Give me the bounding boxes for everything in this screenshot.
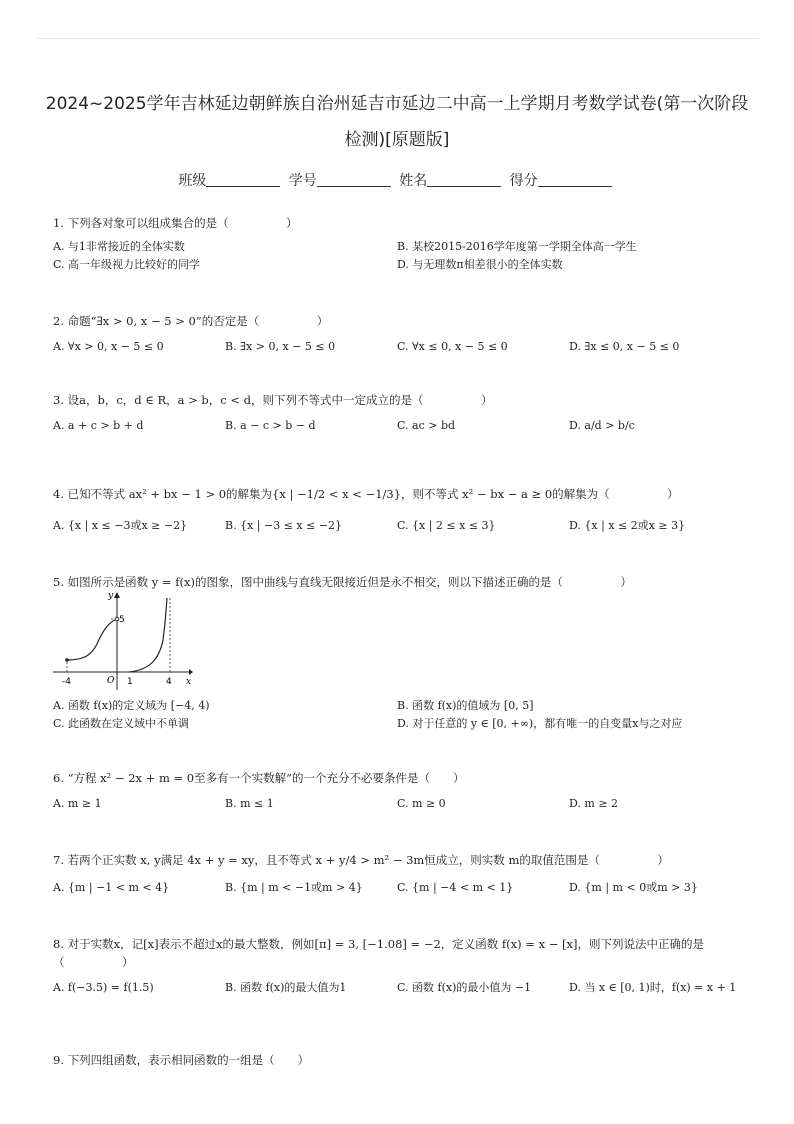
option-c[interactable]: C. {m | −4 < m < 1} — [397, 881, 514, 894]
question-stem: 3. 设a，b，c，d ∈ R，a > b，c < d，则下列不等式中一定成立的是（ ） — [53, 393, 493, 407]
question-9 — [53, 1051, 754, 1069]
tick-neg4: -4 — [62, 677, 71, 687]
curve-right — [129, 598, 167, 672]
option-b[interactable]: B. a − c > b − d — [225, 419, 316, 432]
score-label: 得分 — [509, 173, 538, 189]
option-b[interactable]: B. 函数 f(x)的最大值为1 — [225, 981, 347, 994]
option-d[interactable]: D. 当 x ∈ [0, 1)时，f(x) = x + 1 — [569, 981, 737, 994]
name-label: 姓名 — [399, 173, 428, 189]
question-stem: 7. 若两个正实数 x, y满足 4x + y = xy，且不等式 x + y/4 > m² − 3m恒成立，则实数 m的取值范围是（ ） — [53, 853, 669, 867]
question-stem: 5. 如图所示是函数 y = f(x)的图象，图中曲线与直线无限接近但是永不相交，则以下描述正确的是（ ） — [53, 575, 632, 589]
x-axis-arrow — [189, 669, 193, 675]
curve-left — [67, 619, 117, 660]
option-b[interactable]: B. {x | −3 ≤ x ≤ −2} — [225, 519, 343, 532]
id-label: 学号 — [288, 173, 317, 189]
name-blank[interactable] — [427, 172, 501, 187]
option-c[interactable]: C. ∀x ≤ 0, x − 5 ≤ 0 — [397, 340, 508, 353]
question-5-options — [53, 697, 754, 737]
question-2 — [53, 312, 754, 358]
option-a[interactable]: A. 函数 f(x)的定义域为 [−4, 4) — [53, 699, 210, 712]
option-b[interactable]: B. m ≤ 1 — [225, 797, 274, 810]
question-stem: 4. 已知不等式 ax² + bx − 1 > 0的解集为{x | −1/2 < x < −1/3}，则不等式 x² − bx − a ≥ 0的解集为（ ） — [53, 487, 679, 501]
question-stem: 1. 下列各对象可以组成集合的是（ ） — [53, 216, 298, 230]
option-b[interactable]: B. {m | m < −1或m > 4} — [225, 881, 363, 894]
option-d[interactable]: D. m ≥ 2 — [569, 797, 619, 810]
class-blank[interactable] — [206, 172, 280, 187]
option-c[interactable]: C. 此函数在定义域中不单调 — [53, 717, 190, 730]
option-a[interactable]: A. ∀x > 0, x − 5 ≤ 0 — [53, 340, 164, 353]
id-blank[interactable] — [317, 172, 391, 187]
question-3 — [53, 391, 754, 437]
option-a[interactable]: A. f(−3.5) = f(1.5) — [53, 981, 154, 994]
score-blank[interactable] — [538, 172, 612, 187]
option-d[interactable]: D. a/d > b/c — [569, 419, 635, 432]
option-c[interactable]: C. m ≥ 0 — [397, 797, 446, 810]
option-d[interactable]: D. 对于任意的 y ∈ [0, +∞)，都有唯一的自变量x与之对应 — [397, 717, 683, 730]
question-stem: 6. “方程 x² − 2x + m = 0至多有一个实数解”的一个充分不必要条件是（ ） — [53, 771, 465, 785]
option-b[interactable]: B. 函数 f(x)的值域为 [0, 5] — [397, 699, 534, 712]
option-a[interactable]: A. {x | x ≤ −3或x ≥ −2} — [53, 519, 188, 532]
option-b[interactable]: B. 某校2015-2016学年度第一学期全体高一学生 — [397, 240, 637, 253]
tick-4: 4 — [166, 677, 172, 687]
option-a[interactable]: A. a + c > b + d — [53, 419, 144, 432]
option-a[interactable]: A. 与1非常接近的全体实数 — [53, 240, 185, 253]
option-d[interactable]: D. ∃x ≤ 0, x − 5 ≤ 0 — [569, 340, 680, 353]
question-4 — [53, 485, 754, 537]
option-c[interactable]: C. {x | 2 ≤ x ≤ 3} — [397, 519, 496, 532]
question-stem: 2. 命题“∃x > 0, x − 5 > 0”的否定是（ ） — [53, 314, 329, 328]
question-8 — [53, 935, 754, 1015]
y-axis-arrow — [114, 592, 120, 598]
question-stem: 9. 下列四组函数，表示相同函数的一组是（ ） — [53, 1053, 310, 1067]
top-divider — [36, 38, 758, 39]
question-7 — [53, 851, 754, 899]
option-d[interactable]: D. {m | m < 0或m > 3} — [569, 881, 698, 894]
option-d[interactable]: D. 与无理数π相差很小的全体实数 — [397, 258, 563, 271]
question-1 — [53, 214, 754, 278]
question-5 — [53, 573, 754, 591]
tick-5: 5 — [119, 615, 125, 625]
question-6 — [53, 769, 754, 815]
option-c[interactable]: C. ac > bd — [397, 419, 456, 432]
tick-1: 1 — [127, 677, 133, 687]
class-label: 班级 — [178, 173, 207, 189]
option-a[interactable]: A. m ≥ 1 — [53, 797, 102, 810]
option-a[interactable]: A. {m | −1 < m < 4} — [53, 881, 170, 894]
student-info-line — [0, 170, 794, 190]
x-label: x — [186, 677, 192, 687]
option-d[interactable]: D. {x | x ≤ 2或x ≥ 3} — [569, 519, 686, 532]
option-c[interactable]: C. 函数 f(x)的最小值为 −1 — [397, 981, 532, 994]
question-stem: 8. 对于实数x，记[x]表示不超过x的最大整数，例如[π] = 3, [−1.08] = −2，定义函数 f(x) = x − [x]，则下列说法中正确的是（ ） — [53, 937, 704, 969]
origin-label: O — [107, 676, 115, 686]
function-graph — [53, 590, 193, 690]
option-b[interactable]: B. ∃x > 0, x − 5 ≤ 0 — [225, 340, 336, 353]
y-label: y — [108, 591, 114, 601]
option-c[interactable]: C. 高一年级视力比较好的同学 — [53, 258, 201, 271]
page-title: 2024~2025学年吉林延边朝鲜族自治州延吉市延边二中高一上学期月考数学试卷(第一次阶段检测)[原题版] — [45, 94, 749, 150]
